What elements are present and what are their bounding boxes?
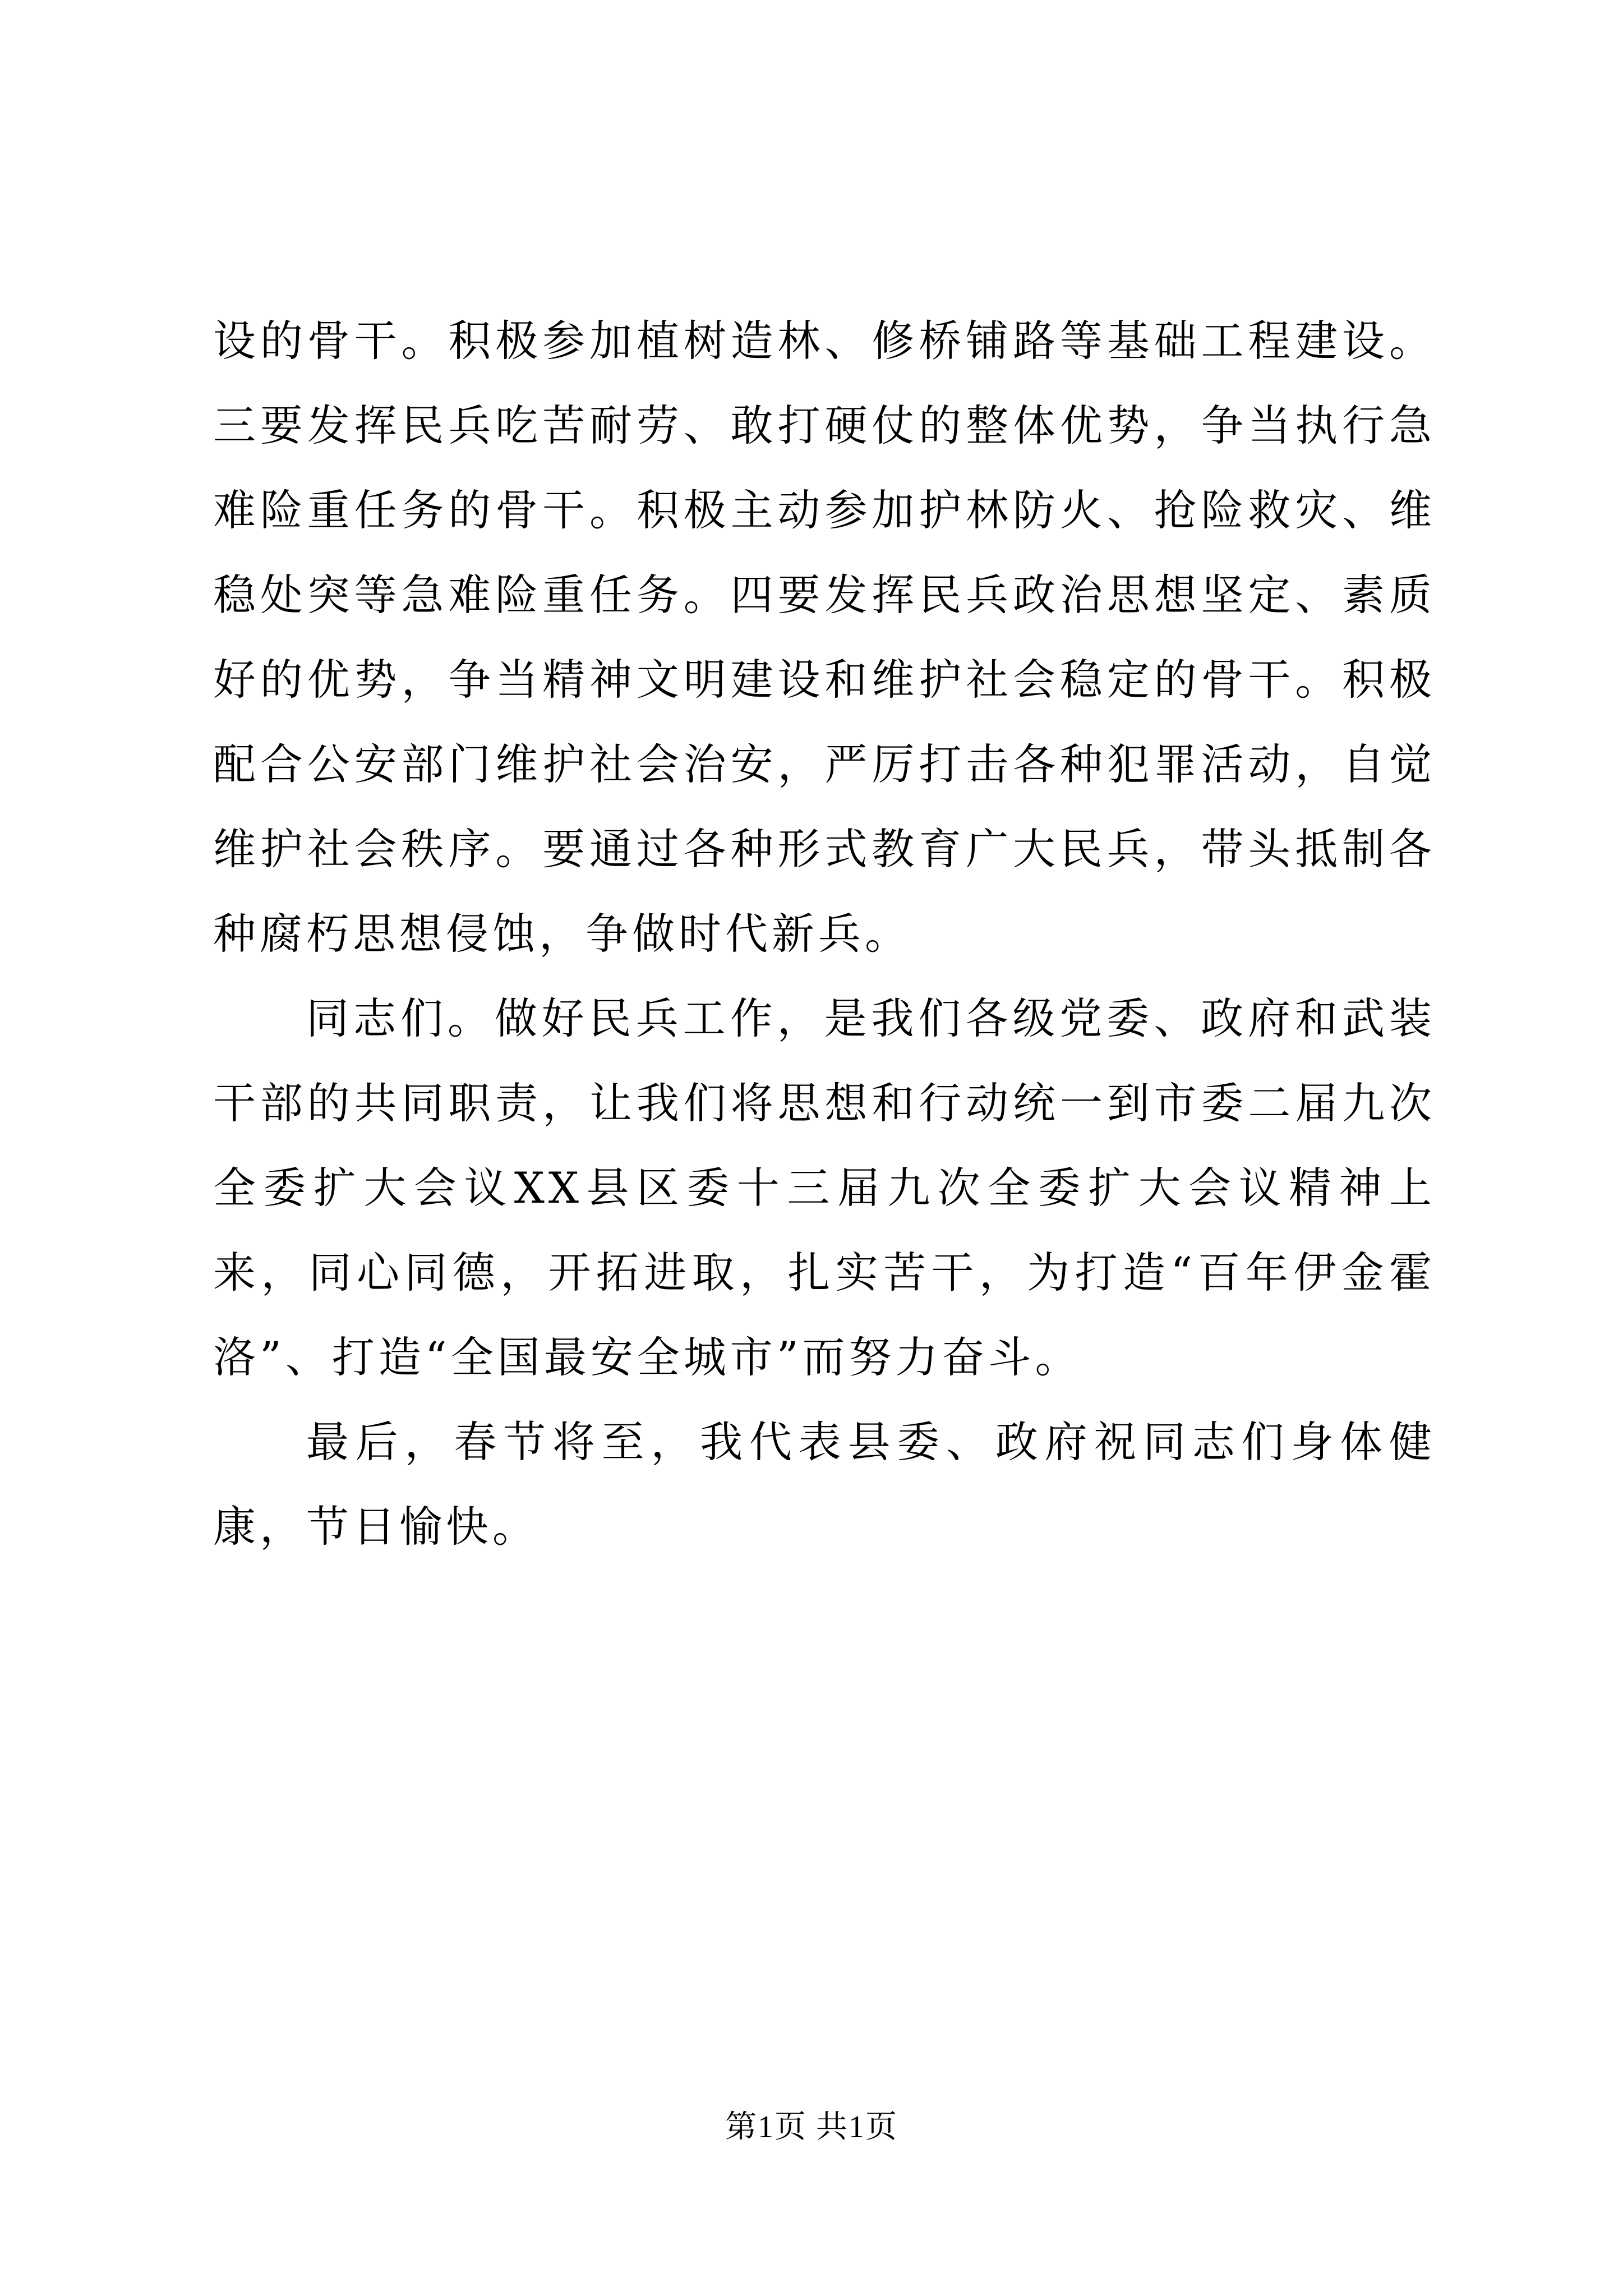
- paragraph-militia-tasks: 设的骨干。积极参加植树造林、修桥铺路等基础工程建设。三要发挥民兵吃苦耐劳、敢打硬仗的整体优势，争当执行急难险重任务的骨干。积极主动参加护林防火、抢险救灾、维稳处突等急难险重任务。四要发挥民兵政治思想坚定、素质好的优势，争当精神文明建设和维护社会稳定的骨干。积极配合公安部门维护社会治安，严厉打击各种犯罪活动，自觉维护社会秩序。要通过各种形式教育广大民兵，带头抵制各种腐朽思想侵蚀，争做时代新兵。: [213, 316, 1436, 959]
- document-body: [213, 298, 1436, 1569]
- paragraph-comrades-call: 同志们。做好民兵工作，是我们各级党委、政府和武装干部的共同职责，让我们将思想和行动统一到市委二届九次全委扩大会议XX县区委十三届九次全委扩大会议精神上来，同心同德，开拓进取，扎实苦干，为打造“百年伊金霍洛”、打造“全国最安全城市”而努力奋斗。: [213, 993, 1436, 1382]
- page-number-footer: 第1页 共1页: [725, 2110, 898, 2145]
- paragraph-closing-wishes: 最后，春节将至，我代表县委、政府祝同志们身体健康，节日愉快。: [213, 1417, 1436, 1552]
